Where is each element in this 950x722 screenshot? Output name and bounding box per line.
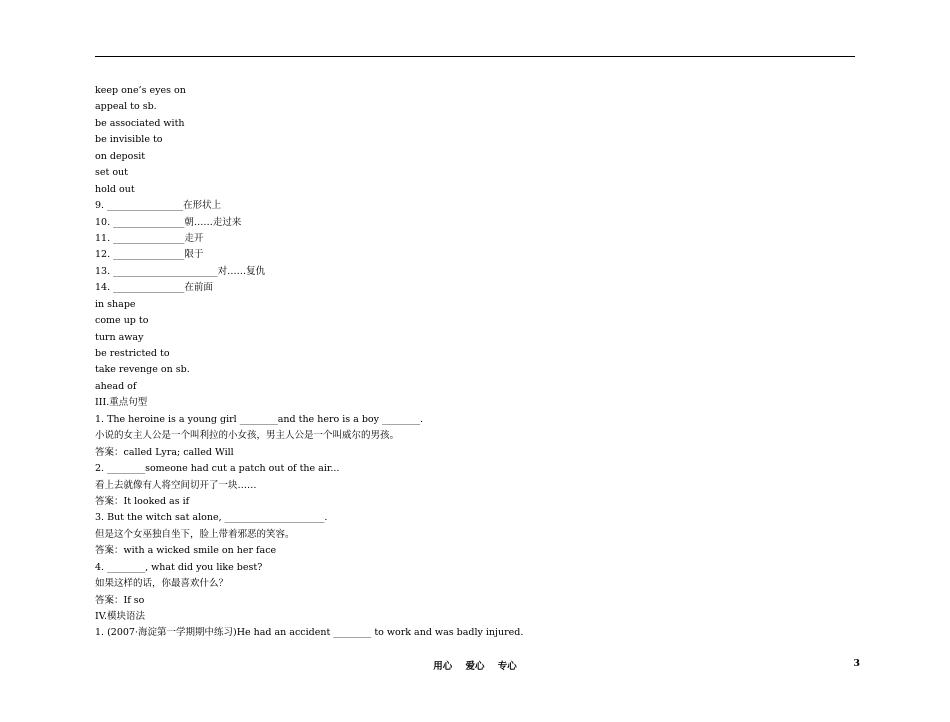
- exercise-item: 2. ________someone had cut a patch out of the air...: [95, 463, 340, 475]
- exercise-item: 14. _______________在前面: [95, 282, 213, 294]
- exercise-item: 9. ________________在形状上: [95, 200, 222, 212]
- text-line: in shape: [95, 298, 136, 310]
- text-line: hold out: [95, 183, 135, 195]
- answer-line: 答案：called Lyra; called Will: [95, 446, 234, 458]
- exercise-item: 1. The heroine is a young girl ________and the hero is a boy ________.: [95, 413, 424, 425]
- text-line: set out: [95, 167, 128, 179]
- section-heading: III.重点句型: [95, 397, 148, 409]
- text-line: on deposit: [95, 150, 146, 162]
- answer-line: 答案：If so: [95, 594, 145, 606]
- answer-line: 答案：with a wicked smile on her face: [95, 545, 277, 557]
- text-line: keep one’s eyes on: [95, 85, 186, 96]
- exercise-item: 11. _______________走开: [95, 232, 204, 244]
- exercise-item: 3. But the witch sat alone, _____________________.: [95, 512, 328, 524]
- exercise-item: 10. _______________朝……走过来: [95, 216, 242, 228]
- text-line: come up to: [95, 315, 149, 327]
- page-footer: [0, 658, 950, 672]
- exercise-item: 13. ______________________对……复仇: [95, 265, 266, 277]
- translation-line: 小说的女主人公是一个叫利拉的小女孩，男主人公是一个叫威尔的男孩。: [95, 430, 400, 442]
- document-body: [95, 83, 855, 642]
- text-line: take revenge on sb.: [95, 364, 190, 376]
- exercise-item: 12. _______________限于: [95, 249, 204, 261]
- footer-text: 用心 爱心 专心: [433, 661, 517, 672]
- answer-line: 答案：It looked as if: [95, 495, 190, 507]
- text-line: be associated with: [95, 117, 185, 129]
- text-line: be invisible to: [95, 134, 163, 146]
- section-heading: IV.模块语法: [95, 611, 145, 622]
- exercise-item: 4. ________, what did you like best?: [95, 561, 263, 573]
- text-line: be restricted to: [95, 348, 170, 359]
- text-line: appeal to sb.: [95, 101, 157, 113]
- translation-line: 如果这样的话，你最喜欢什么？: [95, 578, 229, 590]
- header-rule: [95, 56, 855, 57]
- exercise-item: 1. (2007·海淀第一学期期中练习)He had an accident ________ to work and was badly injured.: [95, 627, 524, 639]
- translation-line: 但是这个女巫独自坐下，脸上带着邪恶的笑容。: [95, 528, 295, 540]
- translation-line: 看上去就像有人将空间切开了一块……: [95, 479, 257, 491]
- text-line: ahead of: [95, 380, 137, 392]
- page-number: 3: [853, 658, 860, 669]
- text-line: turn away: [95, 331, 144, 343]
